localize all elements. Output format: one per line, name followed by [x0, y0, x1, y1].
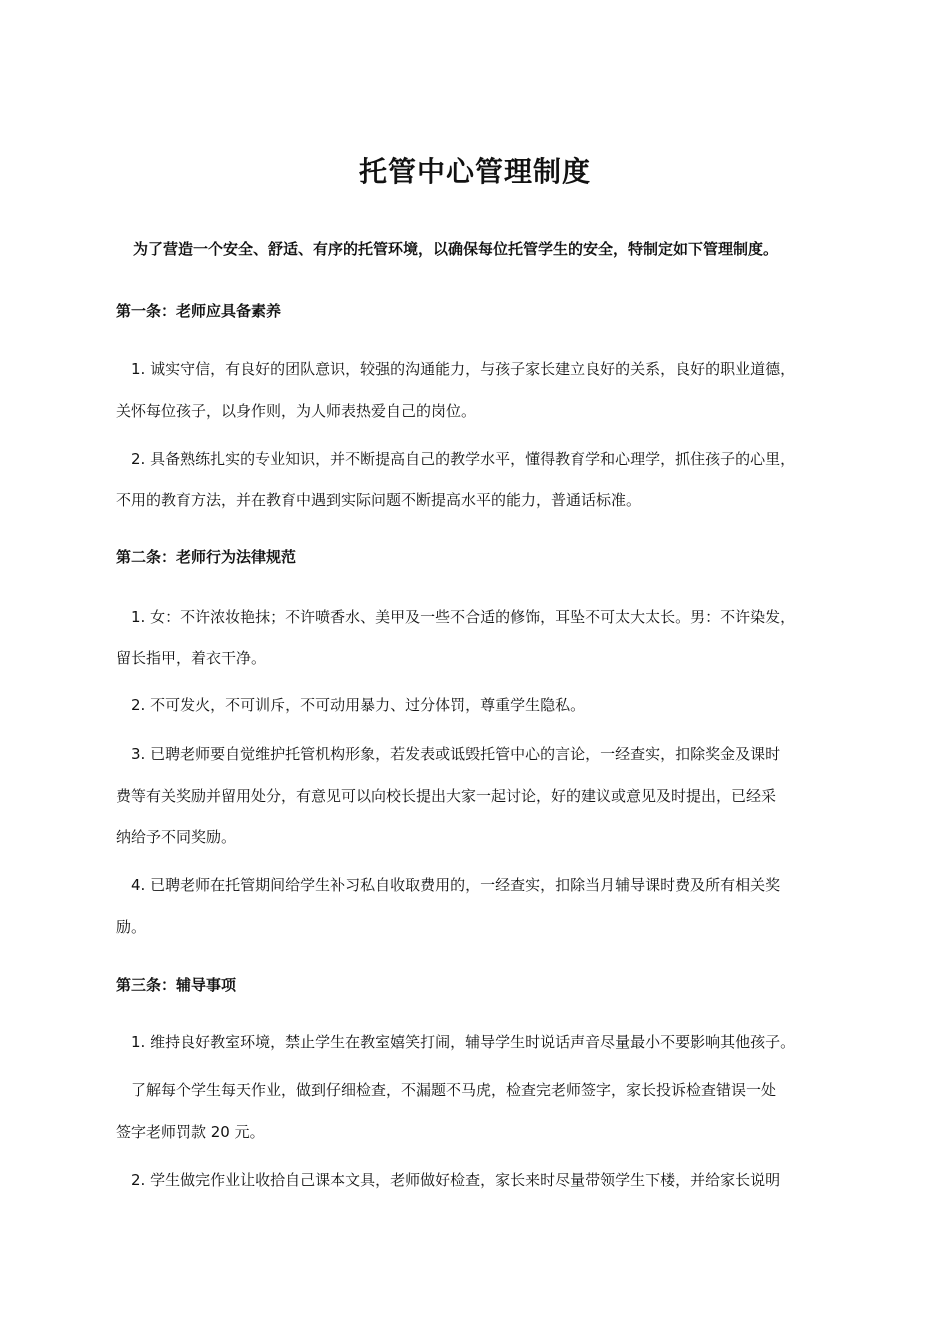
section2-item1-line1: 1. 女：不许浓妆艳抹；不许喷香水、美甲及一些不合适的修饰，耳坠不可太大太长。男：不许染发， — [131, 608, 796, 626]
section2-item3-line2: 费等有关奖励并留用处分，有意见可以向校长提出大家一起讨论，好的建议或意见及时提出，已经采 — [116, 787, 777, 805]
intro-paragraph: 为了营造一个安全、舒适、有序的托管环境，以确保每位托管学生的安全，特制定如下管理制度。 — [133, 240, 779, 258]
section-heading-2: 第二条：老师行为法律规范 — [116, 548, 297, 566]
section-heading-1: 第一条：老师应具备素养 — [116, 302, 282, 320]
section3-item2-line1: 2. 学生做完作业让收拾自己课本文具，老师做好检查，家长来时尽量带领学生下楼，并给家长说明 — [131, 1171, 781, 1189]
section3-item1: 1. 维持良好教室环境，禁止学生在教室嬉笑打闹，辅导学生时说话声音尽量最小不要影响其他孩子。 — [131, 1033, 796, 1051]
section3-item1b-line1: 了解每个学生每天作业，做到仔细检查，不漏题不马虎，检查完老师签字，家长投诉检查错误一处 — [131, 1081, 777, 1099]
document-title: 托管中心管理制度 — [358, 155, 591, 188]
section1-item2-line2: 不用的教育方法，并在教育中遇到实际问题不断提高水平的能力，普通话标准。 — [116, 491, 642, 509]
section2-item3-line1: 3. 已聘老师要自觉维护托管机构形象，若发表或诋毁托管中心的言论，一经查实，扣除奖金及课时 — [131, 745, 781, 763]
section1-item1-line2: 关怀每位孩子，以身作则，为人师表热爱自己的岗位。 — [116, 402, 477, 420]
section2-item4-line1: 4. 已聘老师在托管期间给学生补习私自收取费用的，一经查实，扣除当月辅导课时费及所有相关奖 — [131, 876, 781, 894]
section2-item4-line2: 励。 — [116, 918, 147, 936]
section2-item2: 2. 不可发火，不可训斥，不可动用暴力、过分体罚，尊重学生隐私。 — [131, 696, 586, 714]
section-heading-3: 第三条：辅导事项 — [116, 976, 237, 994]
section3-item1b-line2: 签字老师罚款 20 元。 — [116, 1123, 265, 1141]
section1-item1-line1: 1. 诚实守信，有良好的团队意识，较强的沟通能力，与孩子家长建立良好的关系，良好的职业道德， — [131, 360, 796, 378]
section2-item1-line2: 留长指甲，着衣干净。 — [116, 649, 267, 667]
section2-item3-line3: 纳给予不同奖励。 — [116, 828, 237, 846]
section1-item2-line1: 2. 具备熟练扎实的专业知识，并不断提高自己的教学水平，懂得教育学和心理学，抓住孩子的心里， — [131, 450, 796, 468]
